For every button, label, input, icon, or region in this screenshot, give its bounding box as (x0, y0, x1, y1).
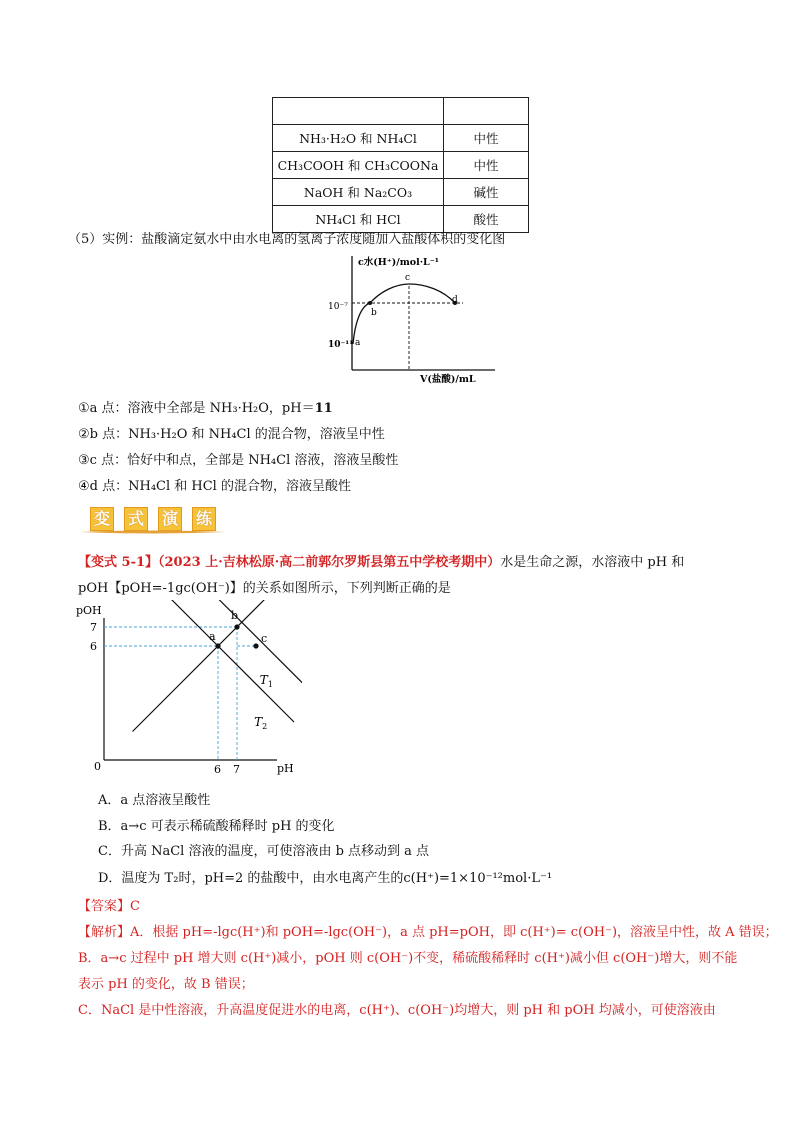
point-desc-d: ④d 点：NH₄Cl 和 HCl 的混合物，溶液呈酸性 (78, 479, 351, 494)
analysis-line-2: B．a→c 过程中 pH 增大则 c(H⁺)减小，pOH 则 c(OH⁻)不变，稀硫酸稀释时 c(H⁺)减小但 c(OH⁻)增大，则不能 (78, 951, 738, 966)
banner-char: 式 (124, 507, 148, 531)
y-tick-label: 6 (90, 640, 97, 653)
table-header-cell (444, 98, 529, 125)
titration-chart (325, 252, 500, 387)
table-cell-mixture: CH₃COOH 和 CH₃COONa (273, 152, 444, 179)
analysis-label: 【解析】 (78, 925, 131, 940)
series-label: $T_1$ (259, 673, 273, 689)
table-row (273, 152, 529, 179)
table-cell-nature: 碱性 (444, 179, 529, 206)
titration-curve (353, 284, 455, 344)
point-desc-c: ③c 点：恰好中和点，全部是 NH₄Cl 溶液，溶液呈酸性 (78, 453, 399, 468)
point-b (368, 301, 372, 305)
series-label: $T_2$ (254, 714, 268, 731)
data-point-b (234, 624, 239, 629)
question-line-2: pOH【pOH=-1gc(OH⁻)】的关系如图所示，下列判断正确的是 (78, 581, 451, 596)
tick-low: 10⁻¹¹ (328, 340, 354, 350)
answer-value: C (130, 899, 140, 914)
option-a: A．a 点溶液呈酸性 (98, 793, 211, 808)
label-d: d (452, 295, 458, 305)
table-cell-mixture: NH₄Cl 和 HCl (273, 206, 444, 233)
table-header-cell (273, 98, 444, 125)
solution-nature-table (272, 97, 529, 233)
answer-label: 【答案】 (78, 899, 131, 914)
point-desc-a: ①a 点：溶液中全部是 NH₃·H₂O，pH＝11 (78, 401, 333, 416)
example-title: （5）实例：盐酸滴定氨水中由水电离的氢离子浓度随加入盐酸体积的变化图 (68, 232, 506, 247)
ph-poh-chart (72, 600, 302, 782)
label-a: a (355, 338, 361, 348)
data-point-label: a (209, 630, 216, 643)
series-line (133, 600, 303, 732)
x-tick-label: 7 (233, 763, 240, 776)
x-tick-label: 6 (214, 763, 221, 776)
data-point-label: c (261, 632, 268, 645)
data-point-a (215, 643, 220, 648)
y-axis-label: c水(H⁺)/mol·L⁻¹ (358, 257, 439, 268)
point-desc-b: ②b 点：NH₃·H₂O 和 NH₄Cl 的混合物，溶液呈中性 (78, 427, 385, 442)
table-row (273, 125, 529, 152)
option-d: D．温度为 T₂时，pH=2 的盐酸中，由水电离产生的c(H⁺)=1×10⁻¹²mol·L⁻¹ (98, 871, 553, 886)
table-cell-nature: 酸性 (444, 206, 529, 233)
table-cell-mixture: NH₃·H₂O 和 NH₄Cl (273, 125, 444, 152)
label-b: b (371, 308, 377, 318)
analysis-line-4: C．NaCl 是中性溶液，升高温度促进水的电离，c(H⁺)、c(OH⁻)均增大，则 pH 和 pOH 均减小，可使溶液由 (78, 1003, 716, 1018)
data-point-c (253, 643, 258, 648)
banner-char: 变 (90, 507, 114, 531)
x-axis-label: V(盐酸)/mL (420, 374, 476, 385)
table-cell-nature: 中性 (444, 152, 529, 179)
table-cell-nature: 中性 (444, 125, 529, 152)
practice-banner (78, 505, 230, 533)
y-axis-label: pOH (76, 604, 102, 617)
analysis-line-1: 【解析】A．根据 pH=-lgc(H⁺)和 pOH=-lgc(OH⁻)，a 点 pH=pOH，即 c(H⁺)= c(OH⁻)，溶液呈中性，故 A 错误； (78, 925, 778, 940)
option-b: B．a→c 可表示稀硫酸稀释时 pH 的变化 (98, 819, 335, 834)
banner-char: 练 (192, 507, 216, 531)
question-tag: 【变式 5-1】 (78, 555, 159, 570)
x-axis-label: pH (277, 762, 294, 775)
label-c: c (405, 273, 411, 283)
table-cell-mixture: NaOH 和 Na₂CO₃ (273, 179, 444, 206)
origin-label: 0 (94, 760, 101, 773)
banner-char: 演 (158, 507, 182, 531)
table-row (273, 179, 529, 206)
analysis-line-3: 表示 pH 的变化，故 B 错误； (78, 977, 254, 992)
question-source: （2023 上·吉林松原·高二前郭尔罗斯县第五中学校考期中） (158, 555, 501, 570)
tick-high: 10⁻⁷ (328, 302, 348, 312)
option-c: C．升高 NaCl 溶液的温度，可使溶液由 b 点移动到 a 点 (98, 844, 430, 859)
y-tick-label: 7 (90, 621, 97, 634)
question-line-1: 【变式 5-1】（2023 上·吉林松原·高二前郭尔罗斯县第五中学校考期中）水是生命之源，水溶液中 pH 和 (78, 555, 685, 570)
banner-swoosh (78, 529, 228, 535)
table-header-row (273, 98, 529, 125)
data-point-label: b (231, 609, 239, 622)
answer-line (78, 895, 140, 914)
